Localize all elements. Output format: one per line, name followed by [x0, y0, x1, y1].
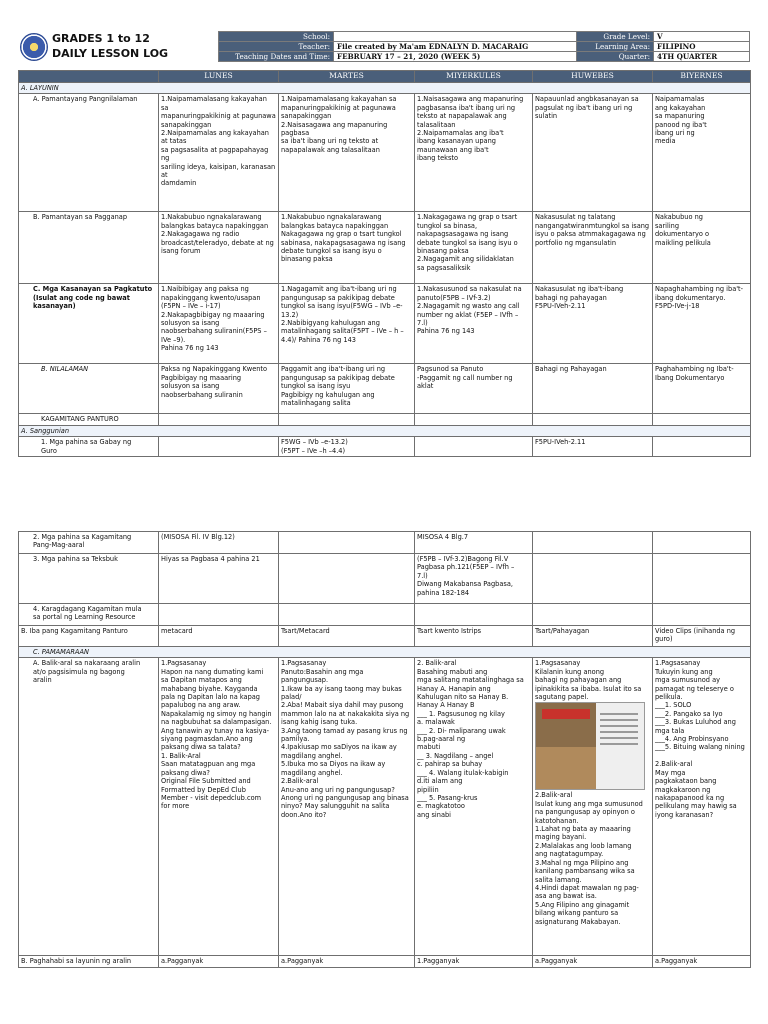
- row-label-pagganap: B. Pamantayan sa Pagganap: [19, 212, 159, 284]
- corner-header: [19, 71, 159, 83]
- cell: 1.Naipamamalasang kakayahan sa mapanuringpakikinig at pagunawa sanapakinggan 2.Naisasagawa ang mapanuring pagbasa sa iba't ibang uri ng teksto at napapalawak ang talasalitaan: [279, 94, 415, 212]
- cell: Tsart/Metacard: [279, 626, 415, 647]
- title-line-1: GRADES 1 to 12: [52, 32, 150, 45]
- cell: [159, 414, 279, 425]
- grade-label: Grade Level:: [577, 32, 654, 42]
- cell: (F5PB – IVf-3.2)Bagong Fil.V Pagbasa ph.121(F5EP – IVfh – 7.l) Diwang Makabansa Pagbasa, pahina 182-184: [415, 554, 533, 604]
- cell: 1.Nakasusunod sa nakasulat na panuto(F5PB – IVf-3.2) 2.Nagagamit ng wasto ang call number ng aklat (F5EP – IVfh – 7.l) Pahina 76 ng 143: [415, 284, 533, 364]
- cell: Nakabubuo ng sariling dokumentaryo o maikling pelikula: [653, 212, 751, 284]
- dates-value: FEBRUARY 17 – 21, 2020 (WEEK 5): [334, 52, 577, 62]
- cell: [415, 604, 533, 626]
- cell: metacard: [159, 626, 279, 647]
- cell: [415, 414, 533, 425]
- row-label-paghahabi: B. Paghahabi sa layunin ng aralin: [19, 956, 159, 968]
- cell: 1.Nakabubuo ngnakalarawang balangkas batayса napakinggan 2.Nakagagawa ng radio broadcast/teleradyo, debate at ng isang forum: [159, 212, 279, 284]
- section-pamamaraan: C. PAMAMARAAN: [19, 647, 751, 658]
- cell: 1.Nakabubuo ngnakalarawang balangkas batayca napakinggan Nakagagawa ng grap o tsart tungkol sabinasa, nakapagsasagawa ng isang debate tungkol sa isang isyu o binasang paksa: [279, 212, 415, 284]
- lesson-table-top: [18, 70, 751, 457]
- lesson-log-header: [18, 31, 750, 63]
- day-header-lunes: LUNES: [159, 71, 279, 83]
- cell: Pagsunod sa Panuto -Paggamit ng call number ng aklat: [415, 364, 533, 414]
- cell: 1.Pagsasanay Tukuyin kung ang mga sumusunod ay pamagat ng teleserye o pelikula. ___1. SOLO ___2. Pangako sa Iyo ___3. Bukas Luluhod ang mga tala ___4. Ang Probinsyano ___5. Bituing walang nining 2.Balik-aral May mga pagkakataon bang magkakaroon ng nakapapanood ka ng pelikulang may hawig sa iyong karanasan?: [653, 658, 751, 956]
- cell: Napauunlad angbkasanayan sa pagsulat ng iba't ibang uri ng sulatin: [533, 94, 653, 212]
- day-header-miyerkules: MIYERKULES: [415, 71, 533, 83]
- cell: a.Pagganyak: [653, 956, 751, 968]
- area-label: Learning Area:: [577, 42, 654, 52]
- title-line-2: DAILY LESSON LOG: [52, 47, 169, 60]
- cell: a.Pagganyak: [533, 956, 653, 968]
- row-label-balik-aral: A. Balik-aral sa nakaraang aralin at/o pagsisimula ng bagong aralin: [19, 658, 159, 956]
- cell: 1.Nagagamit ang iba't-ibang uri ng pangungusap sa pakikipag debate tungkol sa isang isyu(F5WG – IVb –e- 13.2) 2.Nabibigyang kahulugan ang matalinhagang salita(F5PT – IVe – h – 4.4)/ Pahina 76 ng 143: [279, 284, 415, 364]
- teacher-value: File created by Ma'am EDNALYN D. MACARAIG: [334, 42, 577, 52]
- row-label-kagamitang-mag-aaral: 2. Mga pahina sa Kagamitang Pang-Mag-aaral: [19, 532, 159, 554]
- day-header-biyernes: BIYERNES: [653, 71, 751, 83]
- cell: 2. Balik-aral Basahing mabuti ang mga salitang matatalinghaga sa Hanay A. Hanapin ang Kahulugan nito sa Hanay B. Hanay A Hanay B ___ 1. Pagsusunog ng kilay a. malawak ___ 2. Di- maliparang uwak b.pag-aaral ng mabuti __ 3. Nagdilang – angel c. pahirap sa buhay ___ 4. Walang itulak-kabigin d.iti alam ang pipiliin ___ 5. Pasang-krus e. magkatotoo ang sinabi: [415, 658, 533, 956]
- row-label-gabay-guro: 1. Mga pahina sa Gabay ng Guro: [19, 437, 159, 457]
- school-label: School:: [219, 32, 334, 42]
- grade-value: V: [654, 32, 750, 42]
- area-value: FILIPINO: [654, 42, 750, 52]
- quarter-label: Quarter:: [577, 52, 654, 62]
- cell: Video Clips (inihanda ng guro): [653, 626, 751, 647]
- cell: 1.Naibibigay ang paksa ng napakinggang kwento/usapan (F5PN – IVe – i-17) 2.Nakapagbibigay ng maaaring solusyon sa isang naobserbahang suliranin(F5PS – IVe –9). Pahina 76 ng 143: [159, 284, 279, 364]
- cell: Hiyas sa Pagbasa 4 pahina 21: [159, 554, 279, 604]
- cell: 1.Pagganyak: [415, 956, 533, 968]
- cell: [533, 532, 653, 554]
- cell: Paksa ng Napakinggang Kwento Pagbibigay ng maaaring solusyon sa isang naobserbahang suliranin: [159, 364, 279, 414]
- day-header-huwebes: HUWEBES: [533, 71, 653, 83]
- row-label-kasanayan: C. Mga Kasanayan sa Pagkatuto (Isulat ang code ng bawat kasanayan): [19, 284, 159, 364]
- cell: [415, 437, 533, 457]
- row-label-teksbuk: 3. Mga pahina sa Teksbuk: [19, 554, 159, 604]
- cell: 1.Naisasagawa ang mapanuring pagbasansa iba't ibang uri ng teksto at napapalawak ang talasalitaan 2.Naipamamalas ang iba't ibang kasanayan upang maunawaan ang iba't ibang teksto: [415, 94, 533, 212]
- teacher-label: Teacher:: [219, 42, 334, 52]
- cell: a.Pagganyak: [159, 956, 279, 968]
- cell: [533, 554, 653, 604]
- cell: [653, 554, 751, 604]
- pagsasanay-text: 1.Pagsasanay Kilalanin kung anong bahagi ng pahayagan ang ipinakikita sa ibaba. Isulat ito sa sagutang papel.: [535, 659, 642, 702]
- day-header-martes: MARTES: [279, 71, 415, 83]
- quarter-value: 4TH QUARTER: [654, 52, 750, 62]
- cell-huwebes-balik-aral: [533, 658, 653, 956]
- cell: [279, 604, 415, 626]
- cell: Naipamamalas ang kakayahan sa mapanuring panood ng iba't ibang uri ng media: [653, 94, 751, 212]
- cell: 1.Nakagagawa ng grap o tsart tungkol sa binasa, nakapagsasagawa ng isang debate tungkol sa isang isyu o binasang paksa 2.Nagagamit ang silidaklatan sa pagsasaliksik: [415, 212, 533, 284]
- cell: [533, 414, 653, 425]
- section-sanggunian: A. Sanggunian: [19, 425, 751, 436]
- cell: Nakasusulat ng talatang nangangatwiranmtungkol sa isang isyu o paksa atmmakagagawa ng portfolio ng mgansulatin: [533, 212, 653, 284]
- cell: Nakasusulat ng iba't-ibang bahagi ng pahayagan F5PU-IVeh-2.11: [533, 284, 653, 364]
- header-info-table: [218, 31, 750, 62]
- cell: 1.Pagsasanay Hapon na nang dumating kami sa Dapitan matapos ang mahabang biyahe. Kayganda pala ng Dapitan lalo na kapag papalubog na ang araw. Napakalamig ng simoy ng hangin na nagbubuhat sa dalampasigan. Ang tanawin ay tunay na kasiya- siyang pagmasdan.Ano ang paksang diwa sa talata? 1. Balik-Aral Saan matatagpuan ang mga paksang diwa? Original File Submitted and Formatted by DepEd Club Member - visit depedclub.com for more: [159, 658, 279, 956]
- lesson-table-bottom: [18, 531, 751, 968]
- cell: [159, 604, 279, 626]
- cell: 1.Naipamamalasang kakayahan sa mapanuringpakikinig at pagunawa sanapakinggan 2.Naipamamalas ang kakayahan at tatas sa pagsasalita at pagpapahayag ng sariling ideya, kaisipan, karanasan at damdamin: [159, 94, 279, 212]
- newspaper-image: [535, 702, 645, 790]
- cell: F5WG – IVb –e-13.2) (F5PT – IVe –h –4.4): [279, 437, 415, 457]
- cell: (MISOSA Fil. IV Blg.12): [159, 532, 279, 554]
- cell: 1.Pagsasanay Panuto:Basahin ang mga pangungusap. 1.Ikaw ba ay isang taong may bukas palad/ 2.Aba! Mabait siya dahil may pusong mammon lalo na at nakakakita siya ng isang kahig isang tuka. 3.Ang taong tamad ay pasang krus ng pamilya. 4.Ipakiusap mo saDiyos na ikaw ay magdilang anghel. 5.Ibuka mo sa Diyos na ikaw ay magdilang anghel. 2.Balik-aral Anu-ano ang uri ng pangungusap? Anong uri ng pangungusap ang binasa ninyo? May salungguhit na salita doon.Ano ito?: [279, 658, 415, 956]
- cell: a.Pagganyak: [279, 956, 415, 968]
- cell: [653, 414, 751, 425]
- cell: [533, 604, 653, 626]
- cell: Paghahambing ng Iba't- Ibang Dokumentaryo: [653, 364, 751, 414]
- cell: Tsart/Pahayagan: [533, 626, 653, 647]
- cell: [159, 437, 279, 457]
- deped-seal-icon: [20, 33, 48, 61]
- school-value: [334, 32, 577, 42]
- cell: [653, 437, 751, 457]
- dates-label: Teaching Dates and Time:: [219, 52, 334, 62]
- row-label-kagamitan: KAGAMITANG PANTURO: [19, 414, 159, 425]
- balik-aral-text: 2.Balik-aral Isulat kung ang mga sumusunod na pangungusap ay opinyon o katotohanan. 1.Lahat ng bata ay maaaring maging bayani. 2.Malalakas ang loob lamang ang nagtatagumpay. 3.Mahal ng mga Pilipino ang kanilang pambansang wika sa salita lamang. 4.Hindi dapat mawalan ng pag- asa ang bawat isa. 5.Ang Filipino ang ginagamit bilang wikang panturo sa asignaturang Makabayan.: [535, 791, 643, 926]
- cell: [279, 554, 415, 604]
- cell: [653, 532, 751, 554]
- cell: Napaghahambing ng iba't- ibang dokumentaryo. F5PD-IVe-j-18: [653, 284, 751, 364]
- cell: F5PU-IVeh-2.11: [533, 437, 653, 457]
- cell: [653, 604, 751, 626]
- section-layunin: A. LAYUNIN: [19, 83, 751, 94]
- log-title: [52, 31, 168, 61]
- row-label-iba-pang-kagamitan: B. Iba pang Kagamitang Panturo: [19, 626, 159, 647]
- cell: [279, 414, 415, 425]
- row-label-learning-resource: 4. Karagdagang Kagamitan mula sa portal ng Learning Resource: [19, 604, 159, 626]
- cell: [279, 532, 415, 554]
- cell: MISOSA 4 Blg.7: [415, 532, 533, 554]
- cell: Paggamit ang iba't-ibang uri ng pangungusap sa pakikipag debate tungkol sa isang isyu Pagbibigy ng kahulugan ang matalinhagang salita: [279, 364, 415, 414]
- row-label-pangnilalaman: A. Pamantayang Pangnilalaman: [19, 94, 159, 212]
- cell: Bahagi ng Pahayagan: [533, 364, 653, 414]
- row-label-nilalaman: B. NILALAMAN: [19, 364, 159, 414]
- cell: Tsart kwento Istrips: [415, 626, 533, 647]
